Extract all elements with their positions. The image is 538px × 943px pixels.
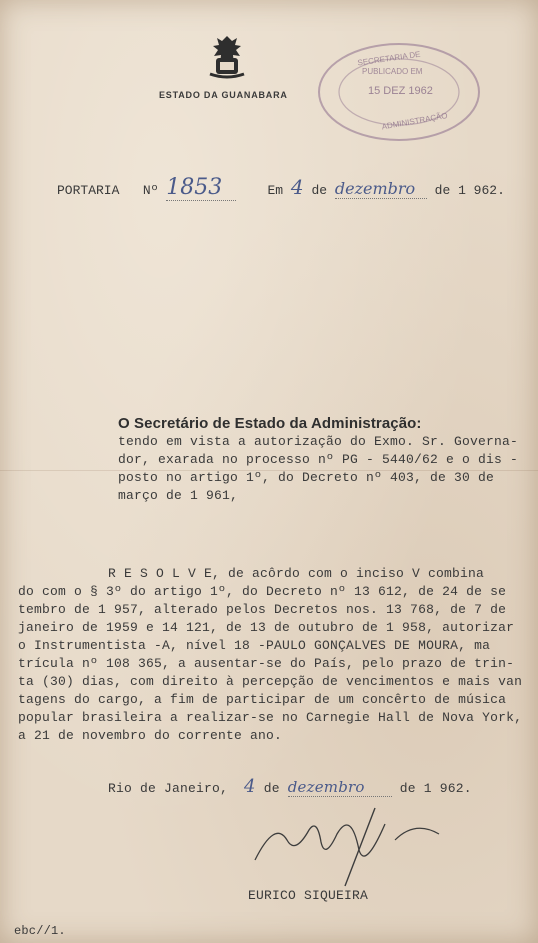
secretary-title: O Secretário de Estado da Administração: bbox=[118, 415, 422, 432]
reference-code: ebc//1. bbox=[14, 924, 66, 938]
considering-line: março de 1 961, bbox=[118, 488, 239, 503]
resolve-line: janeiro de 1959 e 14 121, de 13 de outubro de 1 958, autorizar bbox=[18, 620, 515, 635]
portaria-year: de 1 962. bbox=[434, 183, 505, 198]
resolve-line: popular brasileira a realizar-se no Carnegie Hall de Nova York, bbox=[18, 710, 523, 725]
closing-month: dezembro bbox=[288, 778, 392, 797]
portaria-number: 1853 bbox=[166, 175, 236, 201]
closing-de-label: de bbox=[263, 781, 280, 796]
resolve-line: R E S O L V E, de acôrdo com o inciso V combina bbox=[108, 566, 485, 581]
resolve-line: tagens do cargo, a fim de participar de um concêrto de música bbox=[18, 692, 507, 707]
stamp-line1: SECRETARIA DE bbox=[356, 49, 421, 68]
resolve-line: do com o § 3º do artigo 1º, do Decreto nº 13 612, de 24 de se bbox=[18, 584, 507, 599]
considering-line: dor, exarada no processo nº PG - 5440/62 e o dis - bbox=[118, 452, 519, 467]
signatory-name: EURICO SIQUEIRA bbox=[248, 888, 369, 903]
stamp-date: 15 DEZ 1962 bbox=[368, 85, 433, 97]
resolve-line: ta (30) dias, com direito à percepção de vencimentos e mais van bbox=[18, 674, 523, 689]
considering-line: tendo em vista a autorização do Exmo. Sr. Governa- bbox=[118, 434, 519, 449]
portaria-de-label: de bbox=[311, 183, 328, 198]
closing-year: de 1 962. bbox=[399, 781, 472, 796]
portaria-em-label: Em bbox=[267, 183, 284, 198]
considering-line: posto no artigo 1º, do Decreto nº 403, de 30 de bbox=[118, 470, 495, 485]
portaria-line bbox=[57, 175, 505, 201]
resolve-line: a 21 de novembro do corrente ano. bbox=[18, 728, 283, 743]
publication-stamp bbox=[316, 40, 482, 144]
portaria-day: 4 bbox=[290, 175, 304, 199]
stamp-line2: PUBLICADO EM bbox=[362, 67, 423, 76]
state-name: ESTADO DA GUANABARA bbox=[159, 90, 288, 100]
portaria-no-label: Nº bbox=[142, 183, 159, 198]
closing-date-line bbox=[108, 776, 472, 797]
portaria-label: PORTARIA bbox=[57, 183, 120, 198]
handwritten-signature bbox=[225, 800, 465, 890]
closing-place: Rio de Janeiro, bbox=[108, 781, 229, 796]
closing-day: 4 bbox=[244, 776, 256, 797]
resolve-line: o Instrumentista -A, nível 18 -PAULO GONÇALVES DE MOURA, ma bbox=[18, 638, 491, 653]
portaria-month: dezembro bbox=[335, 179, 427, 199]
resolve-line: trícula nº 108 365, a ausentar-se do País, pelo prazo de trin- bbox=[18, 656, 515, 671]
resolve-line: tembro de 1 957, alterado pelos Decretos nos. 13 768, de 7 de bbox=[18, 602, 507, 617]
coat-of-arms-icon bbox=[204, 34, 250, 80]
stamp-line3: ADMINISTRAÇÃO bbox=[381, 111, 449, 132]
